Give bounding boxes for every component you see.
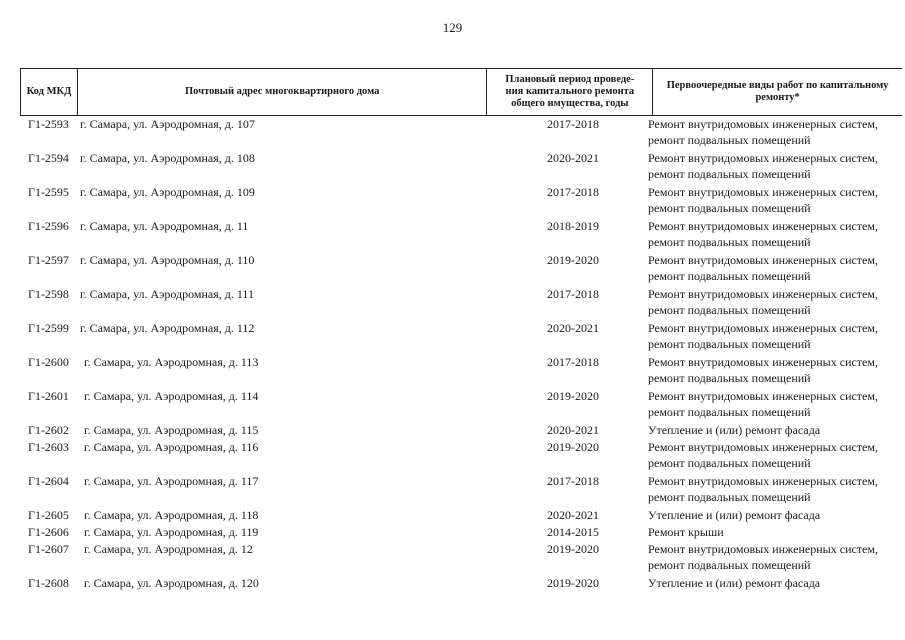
row-works-line: ремонт подвальных помещений	[648, 337, 811, 351]
row-period: 2017-2018	[547, 355, 599, 369]
row-address: г. Самара, ул. Аэродромная, д. 110	[80, 253, 255, 267]
row-period: 2019-2020	[547, 389, 599, 403]
header-period-line: общего имущества, годы	[511, 98, 629, 109]
row-address: г. Самара, ул. Аэродромная, д. 109	[80, 185, 255, 199]
header-period	[487, 69, 653, 115]
row-period: 2020-2021	[547, 423, 599, 437]
row-works-line: ремонт подвальных помещений	[648, 558, 811, 572]
row-code: Г1-2594	[28, 151, 69, 165]
row-works	[648, 252, 900, 284]
row-address: г. Самара, ул. Аэродромная, д. 114	[84, 389, 259, 403]
row-period: 2019-2020	[547, 253, 599, 267]
row-works-line: ремонт подвальных помещений	[648, 167, 811, 181]
row-address: г. Самара, ул. Аэродромная, д. 120	[84, 576, 259, 590]
header-period-line: Плановый период проведе-	[505, 74, 635, 85]
header-works-line: Первоочередные виды работ по капитальному	[666, 80, 889, 91]
row-works-line: Ремонт внутридомовых инженерных систем,	[648, 440, 878, 454]
row-works-line: Ремонт внутридомовых инженерных систем,	[648, 474, 878, 488]
row-works	[648, 575, 900, 591]
row-code: Г1-2605	[28, 508, 69, 522]
row-code: Г1-2598	[28, 287, 69, 301]
row-works-line: Ремонт внутридомовых инженерных систем,	[648, 321, 878, 335]
row-works-line: Утепление и (или) ремонт фасада	[648, 508, 821, 522]
row-works-line: Ремонт крыши	[648, 525, 724, 539]
row-address: г. Самара, ул. Аэродромная, д. 108	[80, 151, 255, 165]
row-works	[648, 354, 900, 386]
row-works	[648, 422, 900, 438]
row-address: г. Самара, ул. Аэродромная, д. 117	[84, 474, 259, 488]
row-address: г. Самара, ул. Аэродромная, д. 11	[80, 219, 249, 233]
row-works-line: ремонт подвальных помещений	[648, 371, 811, 385]
row-works	[648, 439, 900, 471]
row-works-line: ремонт подвальных помещений	[648, 269, 811, 283]
row-works-line: ремонт подвальных помещений	[648, 490, 811, 504]
row-period: 2014-2015	[547, 525, 599, 539]
header-period-line: ния капитального ремонта	[505, 86, 635, 97]
row-works-line: Ремонт внутридомовых инженерных систем,	[648, 355, 878, 369]
row-code: Г1-2607	[28, 542, 69, 556]
row-address: г. Самара, ул. Аэродромная, д. 116	[84, 440, 259, 454]
row-code: Г1-2595	[28, 185, 69, 199]
table-header	[20, 68, 902, 116]
row-period: 2018-2019	[547, 219, 599, 233]
row-works	[648, 388, 900, 420]
row-code: Г1-2599	[28, 321, 69, 335]
page-number: 129	[442, 20, 463, 35]
row-works-line: ремонт подвальных помещений	[648, 303, 811, 317]
row-period: 2020-2021	[547, 151, 599, 165]
row-code: Г1-2606	[28, 525, 69, 539]
row-code: Г1-2601	[28, 389, 69, 403]
row-works-line: Ремонт внутридомовых инженерных систем,	[648, 389, 878, 403]
row-code: Г1-2593	[28, 117, 69, 131]
row-works	[648, 116, 900, 148]
row-code: Г1-2597	[28, 253, 69, 267]
row-works-line: Ремонт внутридомовых инженерных систем,	[648, 185, 878, 199]
row-works-line: Ремонт внутридомовых инженерных систем,	[648, 253, 878, 267]
row-works	[648, 218, 900, 250]
header-works	[653, 69, 902, 115]
row-address: г. Самара, ул. Аэродромная, д. 111	[80, 287, 254, 301]
row-period: 2019-2020	[547, 440, 599, 454]
row-works-line: ремонт подвальных помещений	[648, 201, 811, 215]
row-period: 2017-2018	[547, 474, 599, 488]
row-address: г. Самара, ул. Аэродромная, д. 113	[84, 355, 259, 369]
row-works	[648, 507, 900, 523]
row-address: г. Самара, ул. Аэродромная, д. 107	[80, 117, 255, 131]
header-works-line: ремонту*	[755, 92, 800, 103]
header-address: Почтовый адрес многоквартирного дома	[78, 69, 488, 115]
row-works	[648, 184, 900, 216]
row-works-line: Ремонт внутридомовых инженерных систем,	[648, 219, 878, 233]
row-code: Г1-2604	[28, 474, 69, 488]
row-works	[648, 286, 900, 318]
row-address: г. Самара, ул. Аэродромная, д. 112	[80, 321, 255, 335]
row-period: 2017-2018	[547, 117, 599, 131]
row-code: Г1-2608	[28, 576, 69, 590]
row-works-line: Ремонт внутридомовых инженерных систем,	[648, 117, 878, 131]
row-works-line: ремонт подвальных помещений	[648, 405, 811, 419]
row-address: г. Самара, ул. Аэродромная, д. 115	[84, 423, 259, 437]
row-works-line: ремонт подвальных помещений	[648, 235, 811, 249]
row-works-line: Утепление и (или) ремонт фасада	[648, 576, 821, 590]
row-period: 2017-2018	[547, 185, 599, 199]
row-works-line: Утепление и (или) ремонт фасада	[648, 423, 821, 437]
row-period: 2019-2020	[547, 542, 599, 556]
row-works-line: Ремонт внутридомовых инженерных систем,	[648, 542, 878, 556]
row-works	[648, 320, 900, 352]
row-works	[648, 541, 900, 573]
row-period: 2020-2021	[547, 321, 599, 335]
row-works-line: Ремонт внутридомовых инженерных систем,	[648, 151, 878, 165]
row-code: Г1-2602	[28, 423, 69, 437]
row-works-line: Ремонт внутридомовых инженерных систем,	[648, 287, 878, 301]
row-code: Г1-2596	[28, 219, 69, 233]
row-works	[648, 150, 900, 182]
row-works-line: ремонт подвальных помещений	[648, 456, 811, 470]
row-period: 2020-2021	[547, 508, 599, 522]
row-period: 2017-2018	[547, 287, 599, 301]
row-code: Г1-2603	[28, 440, 69, 454]
row-works	[648, 473, 900, 505]
row-address: г. Самара, ул. Аэродромная, д. 119	[84, 525, 259, 539]
row-works	[648, 524, 900, 540]
row-code: Г1-2600	[28, 355, 69, 369]
header-code: Код МКД	[21, 69, 78, 115]
row-works-line: ремонт подвальных помещений	[648, 133, 811, 147]
row-address: г. Самара, ул. Аэродромная, д. 12	[84, 542, 253, 556]
row-address: г. Самара, ул. Аэродромная, д. 118	[84, 508, 259, 522]
row-period: 2019-2020	[547, 576, 599, 590]
